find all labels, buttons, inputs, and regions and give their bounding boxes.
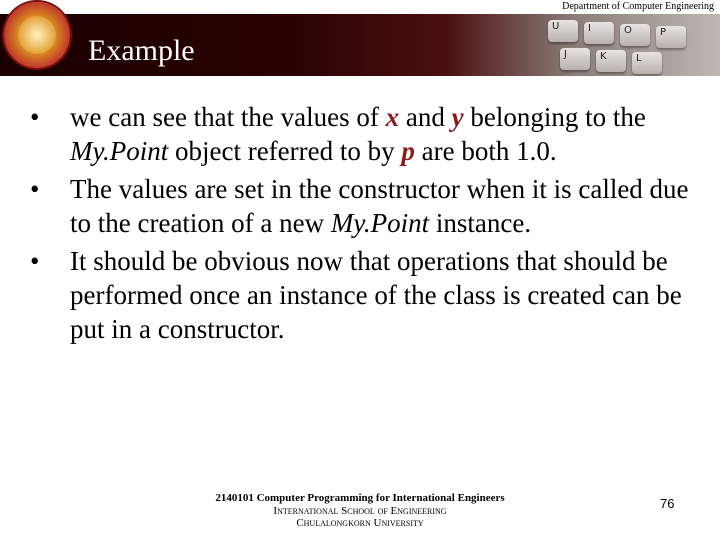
slide-title: Example	[88, 34, 195, 67]
keyboard-graphic	[520, 14, 720, 76]
page-number: 76	[660, 496, 675, 511]
footer-course: 2140101 Computer Programming for International Engineers	[215, 492, 505, 504]
keyboard-key: L	[632, 52, 662, 74]
bullet-item	[30, 100, 690, 168]
keyboard-key: K	[596, 50, 626, 72]
bullet-text: It should be obvious now that operations that should be performed once an instance of the class is created can be put in a constructor.	[70, 246, 682, 345]
slide-body	[30, 100, 690, 350]
keyboard-key: I	[584, 22, 614, 44]
bullet-text: are both 1.0.	[414, 136, 557, 167]
class-name: My.Point	[70, 136, 169, 167]
seal-emblem-icon	[18, 16, 56, 54]
bullet-marker: •	[30, 174, 40, 205]
title-banner	[0, 14, 720, 76]
bullet-text: belonging to the	[463, 102, 646, 132]
bullet-text: and	[399, 102, 452, 132]
keyboard-key: J	[560, 48, 590, 70]
footer-school: International School of Engineering	[273, 504, 447, 517]
class-name: My.Point	[330, 208, 430, 239]
footer-university: Chulalongkorn University	[296, 517, 424, 530]
bullet-marker: •	[30, 246, 40, 277]
keyboard-key: O	[620, 24, 650, 46]
bullet-text: we can see that the values of	[70, 102, 386, 132]
variable-name: p	[401, 136, 415, 167]
bullet-item	[30, 244, 690, 346]
keyboard-key: U	[548, 20, 578, 42]
bullet-text: object referred to by	[168, 136, 402, 167]
bullet-item	[30, 172, 690, 240]
department-label: Department of Computer Engineering	[562, 1, 714, 12]
keyboard-key: P	[656, 26, 686, 48]
university-seal-logo	[4, 2, 70, 68]
variable-name: y	[451, 102, 464, 132]
bullet-text: instance.	[429, 208, 532, 239]
variable-name: x	[385, 102, 400, 132]
footer	[200, 492, 520, 530]
bullet-marker: •	[30, 102, 40, 132]
bullet-text: The values are set in the constructor when it is called due to the creation of a new	[70, 174, 689, 239]
